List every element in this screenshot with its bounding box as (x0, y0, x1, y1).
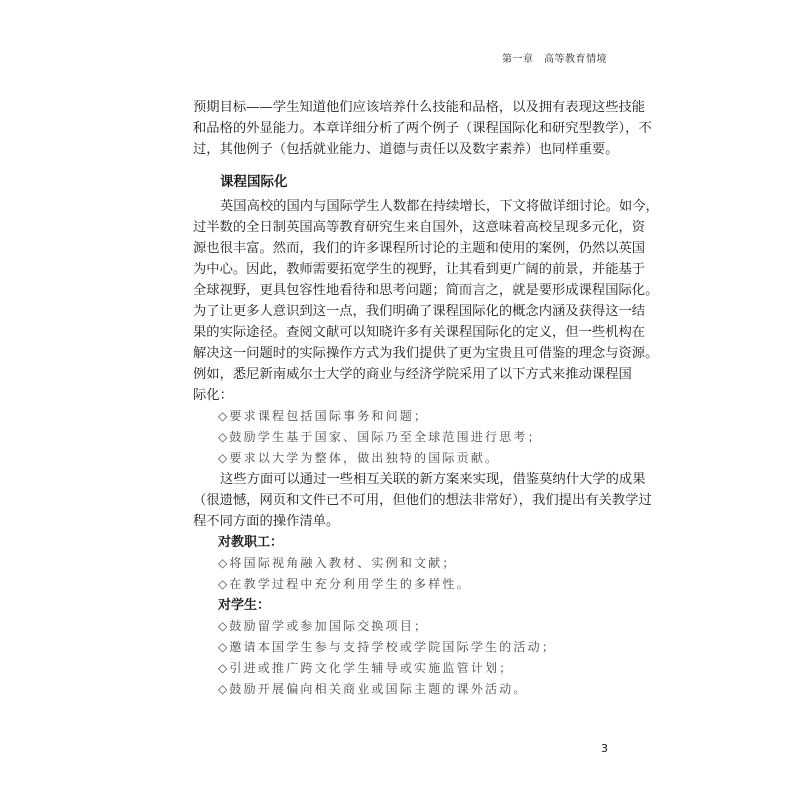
bullet-list-unsw (193, 406, 607, 469)
text-line: 例如，悉尼新南威尔士大学的商业与经济学院采用了以下方式来推动课程国 (193, 367, 632, 382)
paragraph-internationalization (193, 196, 659, 406)
running-head: 第一章 高等教育情境 (502, 54, 607, 65)
paragraph-monash (193, 469, 652, 532)
text-line: 英国高校的国内与国际学生人数都在持续增长，下文将做详细讨论。如今， (220, 199, 659, 214)
list-item: ◇要求以大学为整体，做出独特的国际贡献。 (218, 451, 500, 465)
text-line: 解决这一问题时的实际操作方式为我们提供了更为宝贵且可借鉴的理念与资源。 (193, 346, 659, 361)
list-item: ◇鼓励开展偏向相关商业或国际主题的课外活动。 (218, 682, 528, 696)
page-number: 3 (601, 742, 608, 755)
text-line: 为了让更多人意识到这一点，我们明确了课程国际化的概念内涵及获得这一结 (193, 304, 646, 319)
list-item: ◇鼓励留学或参加国际交换项目； (218, 619, 429, 633)
bullet-list-staff (193, 553, 607, 595)
bullet-list-students (193, 616, 607, 700)
page-body (193, 97, 659, 700)
list-item: ◇将国际视角融入教材、实例和文献； (218, 556, 457, 570)
staff-heading: 对教职工： (218, 535, 284, 550)
text-line: 果的实际途径。查阅文献可以知晓许多有关课程国际化的定义，但一些机构在 (193, 325, 646, 340)
text-line: 程不同方面的操作清单。 (193, 514, 340, 529)
text-line: 过半数的全日制英国高等教育研究生来自国外，这意味着高校呈现多元化，资 (193, 220, 646, 235)
text-line: （很遗憾，网页和文件已不可用，但他们的想法非常好），我们提出有关教学过 (193, 493, 652, 508)
text-line: 预期目标——学生知道他们应该培养什么技能和品格，以及拥有表现这些技能 (193, 100, 646, 115)
text-line: 过，其他例子（包括就业能力、道德与责任以及数字素养）也同样重要。 (193, 142, 619, 157)
text-line: 际化： (193, 388, 233, 403)
text-line: 和品格的外显能力。本章详细分析了两个例子（课程国际化和研究型教学），不 (193, 121, 652, 136)
list-item: ◇在教学过程中充分利用学生的多样性。 (218, 577, 471, 591)
text-line: 为中心。因此，教师需要拓宽学生的视野，让其看到更广阔的前景，并能基于 (193, 262, 646, 277)
list-item: ◇要求课程包括国际事务和问题； (218, 409, 429, 423)
list-item: ◇邀请本国学生参与支持学校或学院国际学生的活动； (218, 640, 557, 654)
text-line: 全球视野，更具包容性地看待和思考问题；简而言之，就是要形成课程国际化。 (193, 283, 659, 298)
intro-paragraph (193, 97, 652, 160)
text-line: 源也很丰富。然而，我们的许多课程所讨论的主题和使用的案例，仍然以英国 (193, 241, 646, 256)
text-line: 这些方面可以通过一些相互关联的新方案来实现，借鉴莫纳什大学的成果 (220, 472, 646, 487)
section-heading: 课程国际化 (220, 174, 288, 190)
student-heading: 对学生： (218, 598, 271, 613)
list-item: ◇引进或推广跨文化学生辅导或实施监管计划； (218, 661, 514, 675)
list-item: ◇鼓励学生基于国家、国际乃至全球范围进行思考； (218, 430, 542, 444)
